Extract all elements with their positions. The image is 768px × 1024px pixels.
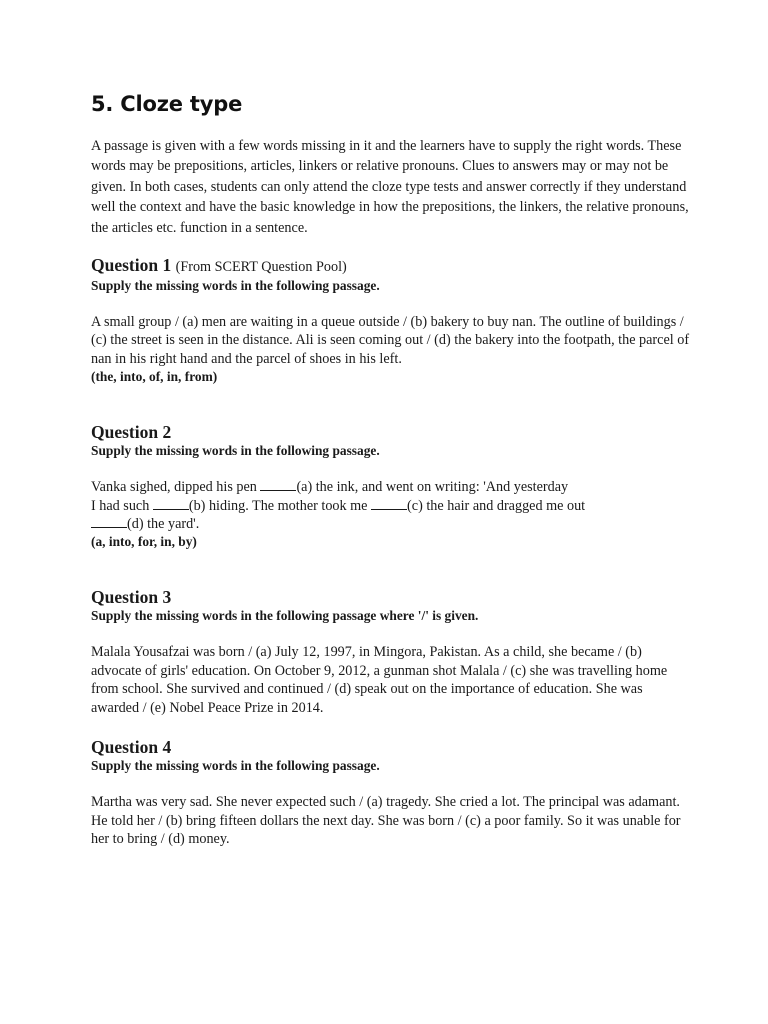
question-instruction: Supply the missing words in the following passage. bbox=[91, 758, 380, 774]
blank-line bbox=[260, 479, 296, 491]
passage-text: (b) hiding. The mother took me bbox=[188, 497, 372, 514]
question-heading bbox=[91, 422, 691, 442]
section-title: 5. Cloze type bbox=[91, 92, 243, 116]
question-options: (the, into, of, in, from) bbox=[91, 369, 218, 385]
question-options: (a, into, for, in, by) bbox=[91, 534, 197, 550]
question-title: Question 3 bbox=[91, 587, 172, 608]
blank-line bbox=[371, 498, 407, 510]
question-title: Question 2 bbox=[91, 422, 172, 443]
question-passage: Malala Yousafzai was born / (a) July 12, 1997, in Mingora, Pakistan. As a child, she became / (b) advocate of girls' education. On October 9, 2012, a gunman shot Malala / (c) she was travelling home from school. She survived and continued / (d) speak out on the importance of education. She was awarded / (e) Nobel Peace Prize in 2014. bbox=[91, 644, 668, 716]
passage-text: I had such bbox=[91, 497, 153, 514]
question-instruction: Supply the missing words in the following passage. bbox=[91, 278, 380, 294]
blank-line bbox=[153, 498, 189, 510]
document-page bbox=[91, 92, 691, 848]
question-instruction: Supply the missing words in the following passage where '/' is given. bbox=[91, 608, 479, 624]
question-heading bbox=[91, 737, 691, 757]
passage-text: (a) the ink, and went on writing: 'And yesterday bbox=[296, 479, 569, 496]
question-instruction: Supply the missing words in the following passage. bbox=[91, 443, 380, 459]
question-heading bbox=[91, 255, 691, 277]
question-passage bbox=[91, 478, 691, 533]
passage-text: (c) the hair and dragged me out bbox=[407, 497, 586, 514]
question-heading bbox=[91, 587, 691, 607]
question-2 bbox=[91, 422, 691, 551]
question-4 bbox=[91, 737, 691, 848]
question-source: (From SCERT Question Pool) bbox=[175, 259, 347, 276]
question-passage: Martha was very sad. She never expected such / (a) tragedy. She cried a lot. The principal was adamant. He told her / (b) bring fifteen dollars the next day. She was born / (c) a poor family. So it was unable for her to bring / (d) money. bbox=[91, 794, 681, 847]
blank-line bbox=[91, 516, 127, 528]
passage-text: (d) the yard'. bbox=[127, 516, 200, 533]
question-title: Question 1 bbox=[91, 255, 172, 276]
passage-text: Vanka sighed, dipped his pen bbox=[91, 479, 261, 496]
question-3 bbox=[91, 587, 691, 717]
question-passage: A small group / (a) men are waiting in a queue outside / (b) bakery to buy nan. The outline of buildings / (c) the street is seen in the distance. Ali is seen coming out / (d) the bakery into the footpath, the parcel of nan in his right hand and the parcel of shoes in his left. bbox=[91, 314, 690, 367]
question-1 bbox=[91, 255, 691, 386]
question-title: Question 4 bbox=[91, 737, 172, 758]
intro-paragraph: A passage is given with a few words missing in it and the learners have to supply the right words. These words may be prepositions, articles, linkers or relative pronouns. Clues to answers may or may not be given. In both cases, students can only attend the cloze type tests and answer correctly if they understand well the context and have the basic knowledge in how the prepositions, the linkers, the relative pronouns, the articles etc. function in a sentence. bbox=[91, 138, 689, 236]
